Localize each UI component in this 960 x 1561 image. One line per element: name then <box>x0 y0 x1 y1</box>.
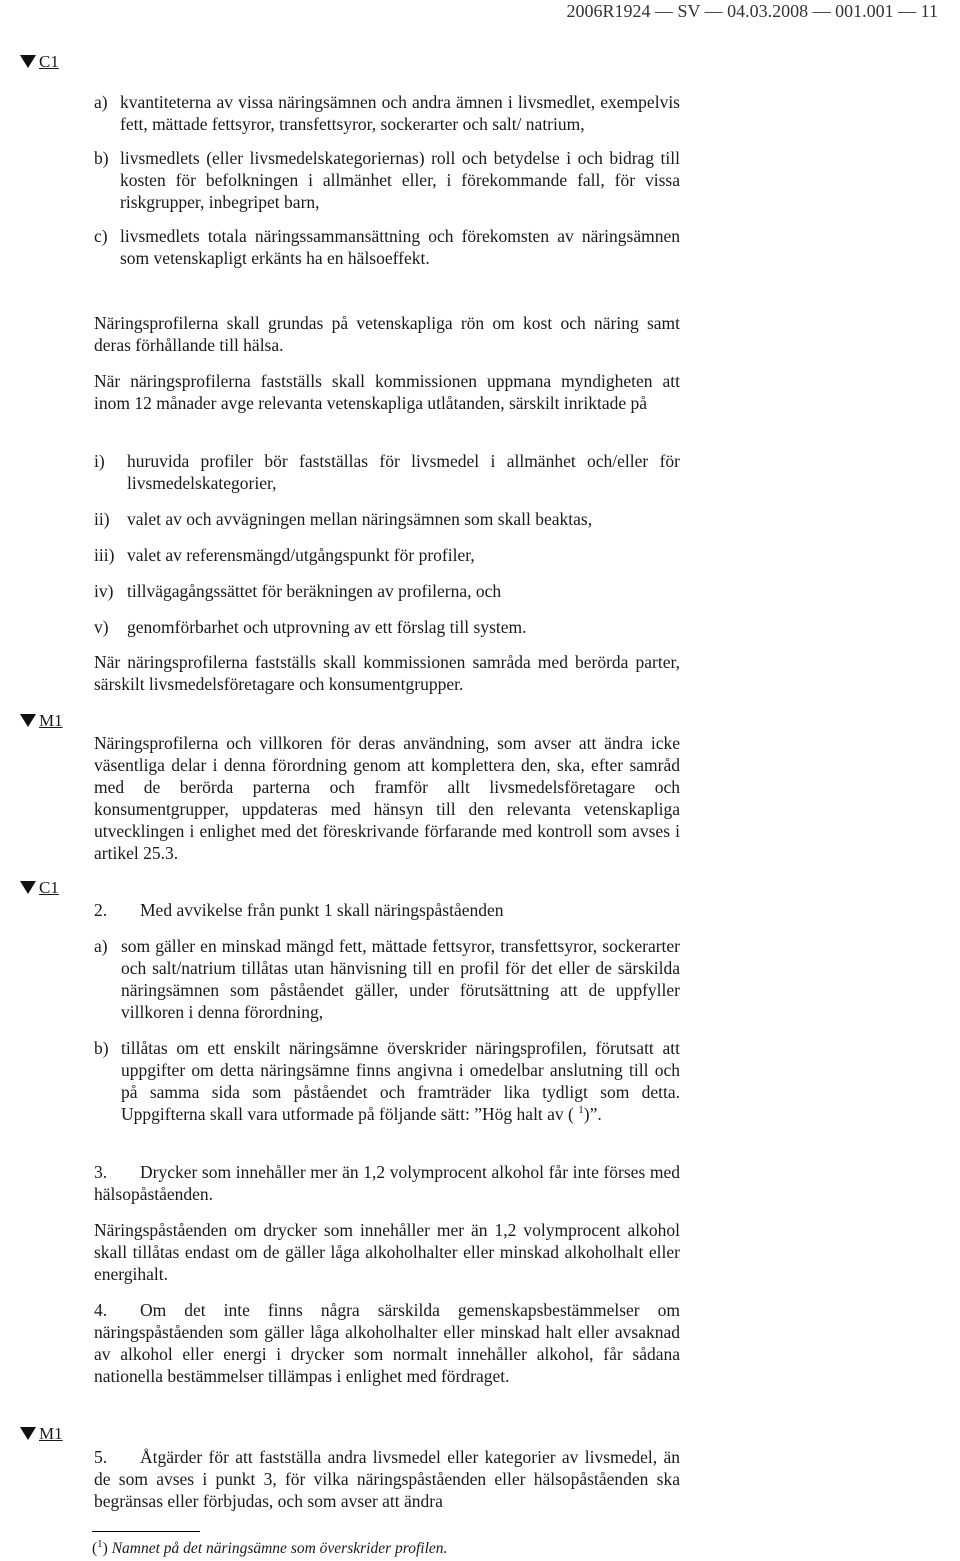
marker-m1-second <box>20 1423 63 1445</box>
derogation-list <box>94 935 680 1125</box>
point-4 <box>94 1299 680 1387</box>
document-reference-header: 2006R1924 — SV — 04.03.2008 — 001.001 — 11 <box>566 1 938 21</box>
paragraph-grundas: Näringsprofilerna skall grundas på vetenskapliga rön om kost och näring samt deras förhållande till hälsa. <box>94 313 680 355</box>
point-text: Om det inte finns några särskilda gemenskapsbestämmelser om näringspåståenden som gäller låga alkoholhalter eller minskad halt eller avsaknad av alkohol eller energi i drycker som normalt innehåller alkohol, får sådana nationella bestämmelser tillämpas i enlighet med fördraget. <box>94 1300 680 1386</box>
list-item: iv) tillvägagångssättet för beräkningen av profilerna, och <box>94 581 502 601</box>
point-text: Med avvikelse från punkt 1 skall näringspåståenden <box>140 900 504 920</box>
criteria-list <box>94 91 680 269</box>
list-item: a) kvantiteterna av vissa näringsämnen och andra ämnen i livsmedlet, exempelvis fett, mättade fettsyror, transfettsyror, sockerarter och salt/ natrium, <box>94 92 680 134</box>
down-triangle-icon <box>20 55 36 68</box>
paragraph-villkoren: Näringsprofilerna och villkoren för deras användning, som avser att ändra icke väsentliga delar i denna förordning genom att komplettera den, ska, efter samråd med de berörda parterna och framför allt livsmedelsföretagare och konsumentgrupper, uppdateras med hänsyn till den relevanta vetenskapliga utvecklingen i enlighet med det föreskrivande förfarande med kontroll som avses i artikel 25.3. <box>94 733 680 863</box>
marker-c1-second <box>20 877 59 899</box>
down-triangle-icon <box>20 881 36 894</box>
paragraph-uppmana: När näringsprofilerna fastställs skall kommissionen uppmana myndigheten att inom 12 månader avge relevanta vetenskapliga utlåtanden, särskilt inriktade på <box>94 371 680 413</box>
point-number: 4. <box>94 1300 108 1320</box>
list-item: i) huruvida profiler bör fastställas för livsmedel i allmänhet och/eller för livsmedelskategorier, <box>94 451 680 493</box>
point-number: 3. <box>94 1162 108 1182</box>
marker-label: C1 <box>39 52 59 71</box>
point-number: 5. <box>94 1447 108 1467</box>
footnote-number: 1 <box>97 1537 103 1550</box>
list-item: b) tillåtas om ett enskilt näringsämne överskrider näringsprofilen, förutsatt att uppgifter om detta näringsämne finns angivna i omedelbar anslutning till och på samma sida som påståendet och framträder lika tydligt som detta. Uppgifterna skall vara utformade på följande sätt: ”Hög halt av ( $^1$)”. <box>94 1038 680 1124</box>
list-item: c) livsmedlets totala näringssammansättning och förekomsten av näringsämnen som vetenskapligt erkänts ha en hälsoeffekt. <box>94 226 680 268</box>
footnote-ref: 1 <box>578 1104 584 1117</box>
marker-label: M1 <box>39 711 63 730</box>
marker-label: C1 <box>39 878 59 897</box>
paragraph-drycker: Näringspåståenden om drycker som innehåller mer än 1,2 volymprocent alkohol skall tillåtas endast om de gäller låga alkoholhalter eller minskad alkoholhalt eller energihalt. <box>94 1220 680 1284</box>
paragraph-samrada: När näringsprofilerna fastställs skall kommissionen samråda med berörda parter, särskilt livsmedelsföretagare och konsumentgrupper. <box>94 652 680 694</box>
marker-c1-top <box>20 51 59 73</box>
down-triangle-icon <box>20 714 36 727</box>
footnote-divider <box>92 1531 200 1532</box>
point-number: 2. <box>94 900 108 920</box>
point-5 <box>94 1446 680 1512</box>
list-item: b) livsmedlets (eller livsmedelskategoriernas) roll och betydelse i och bidrag till kosten för befolkningen i allmänhet eller, i förekommande fall, för vissa riskgrupper, inbegripet barn, <box>94 148 680 212</box>
list-item: iii) valet av referensmängd/utgångspunkt för profiler, <box>94 545 475 565</box>
list-item: v) genomförbarhet och utprovning av ett förslag till system. <box>94 617 527 637</box>
point-text: Åtgärder för att fastställa andra livsmedel eller kategorier av livsmedel, än de som avses i punkt 3, för vilka näringspåståenden eller hälsopåståenden ska begränsas eller förbjudas, och som avser att ändra <box>94 1447 680 1511</box>
list-item: ii) valet av och avvägningen mellan näringsämnen som skall beaktas, <box>94 509 593 529</box>
footnote-text: Namnet på det näringsämne som överskrider profilen. <box>111 1540 448 1557</box>
point-2 <box>94 899 680 921</box>
point-text: Drycker som innehåller mer än 1,2 volymprocent alkohol får inte förses med hälsopåståenden. <box>94 1162 680 1204</box>
marker-label: M1 <box>39 1424 63 1443</box>
opinion-topics-list <box>94 450 680 638</box>
marker-m1-first <box>20 710 63 732</box>
point-3 <box>94 1161 680 1205</box>
footnote: ($^1$) Namnet på det näringsämne som överskrider profilen. <box>92 1537 448 1557</box>
list-item: a) som gäller en minskad mängd fett, mättade fettsyror, transfettsyror, sockerarter och salt/natrium tillåtas utan hänvisning till en profil för det eller de särskilda näringsämnen som påståendet gäller, under förutsättning att de uppfyller villkoren i denna förordning, <box>94 936 680 1022</box>
down-triangle-icon <box>20 1427 36 1440</box>
